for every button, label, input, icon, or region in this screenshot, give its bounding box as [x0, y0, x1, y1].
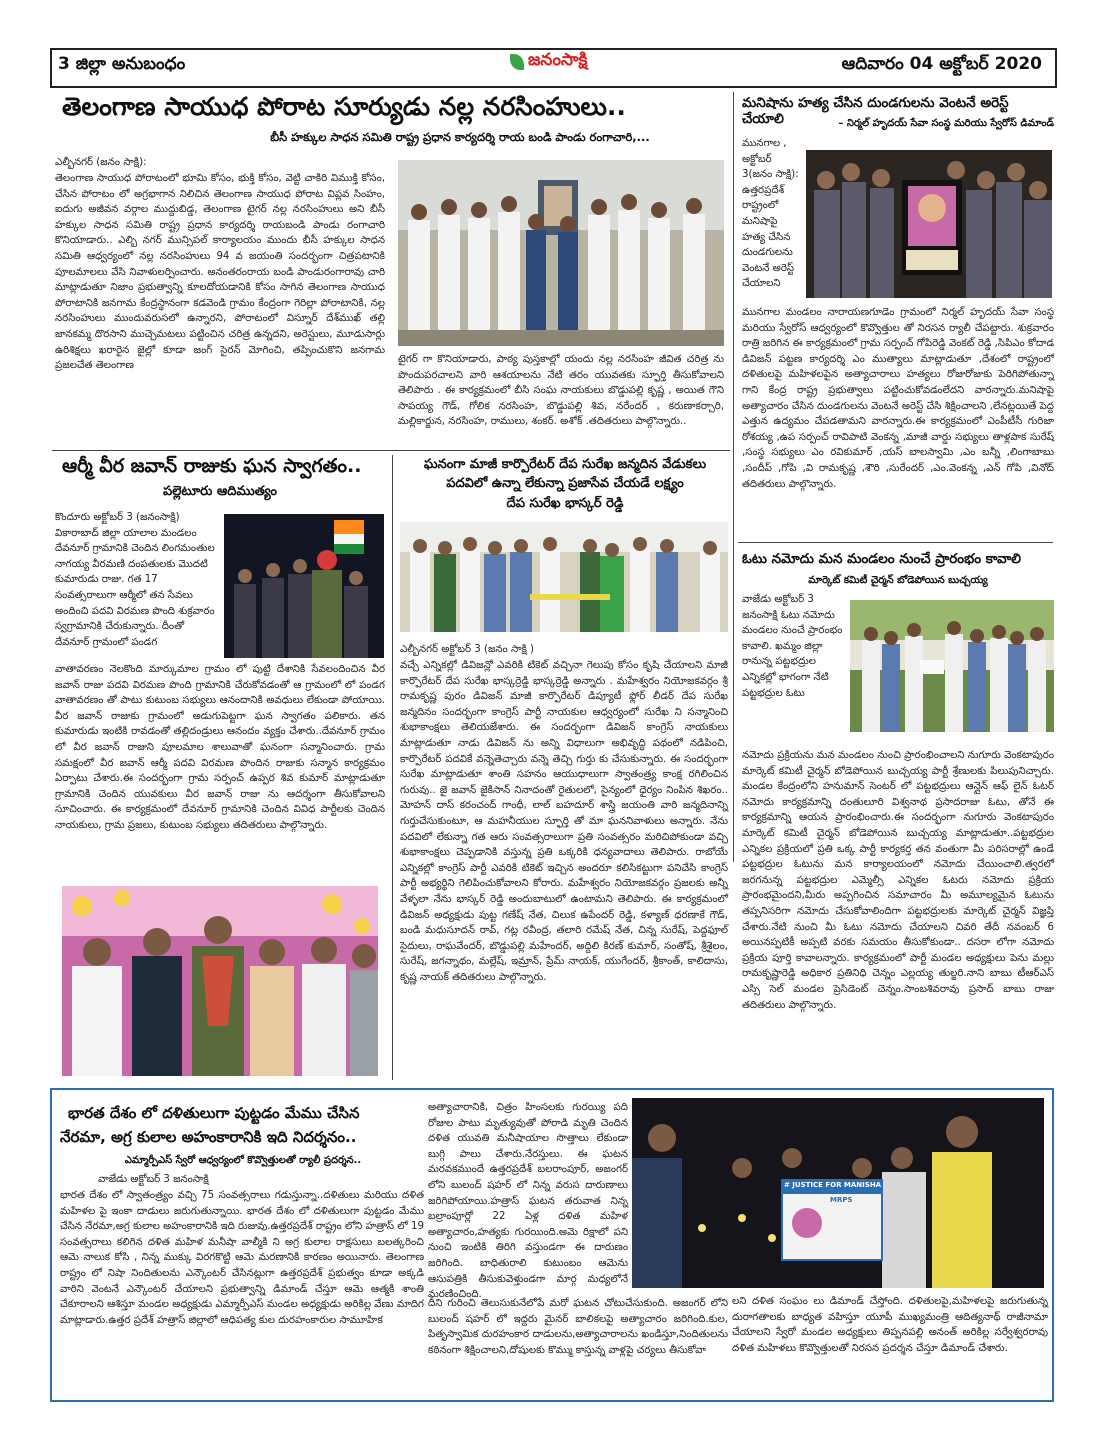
article2-photo	[806, 150, 1052, 298]
article6-subhead: ఎమ్మార్పీఎస్ స్వేరో ఆధ్వర్యంలో కొవ్వొత్తులతో ర్యాలీ ప్రదర్శన..	[124, 1155, 362, 1166]
article4-photo	[400, 522, 728, 632]
article6-headline-line1: భారత దేశం లో దళితులుగా పుట్టడం మేము చేసిన	[68, 1104, 360, 1122]
article5-lead: వాజేడు అక్టోబర్ 3 జనంసాక్షి ఓటు నమోదు మండలం నుంచే ప్రారంభం కావాలి. ఖమ్మం జిల్లా రానున్న పట్టభద్రుల ఎన్నికల్లో భాగంగా నేటి పట్టభద్రుల ఓటు	[742, 594, 843, 699]
article2-body: మునగాల మండలం నారాయణగూడెం గ్రామంలో నిర్మల్ హృదయ్ సేవా సంస్థ మరియు స్వేరోస్ ఆధ్వర్యంలో కొవ్వొత్తుల తో నిరసన ర్యాలీ చేపట్టారు. శుక్రవారం రాత్రి జరిగిన ఈ కార్యక్రమంలో గ్రామ సర్పంచ్ గోపిరెడ్డి వెంకట్ రెడ్డి ,సిపిఎం కోదాడ డివిజన్ పట్టణ కార్యదర్శి ఎం ముత్యాలు మాట్లాడుతూ ,దేశంలో రాష్ట్రంలో దళితులపై మహిళలపైన అత్యాచారాలు హత్యలు రోజురోజుకు పెరిగిపోతున్నా గాని కేంద్ర రాష్ట్ర ప్రభుత్వాలు పట్టించుకోవడంలేదని వారన్నారు.మనిషాపై అత్యాచారం చేసిన దుండగులను వెంటనే అరెస్ట్ చేసి శిక్షించాలని ,లేనట్లయితే పెద్ద ఎత్తున ఉద్యమం చేపడతామని వారన్నారు.ఈ కార్యక్రమంలో ఎంపీటీసీ గురిజా రోశయ్య ,ఉప సర్పంచ్ రావిపాటి వెంకన్న ,మాజీ వార్డు సభ్యులు తాళ్లపాక సురేష్ ,సంస్థ సభ్యులు ఎం రవికుమార్ ,యస్ బాలస్వామి ,ఎం బన్నీ ,లింగాబాబు ,సందీప్ ,గోపి ,వి రామకృష్ణ ,శౌరి ,సురేందర్ ,ఎం.వెంకన్న ,ఎన్ గోపి ,వినోద్ తదితరులు పాల్గొన్నారు.	[742, 307, 1054, 490]
banner-mrps-text: MRPS	[830, 1196, 853, 1204]
section-divider	[738, 542, 1053, 543]
logo-text: జనంసాక్షి	[528, 50, 588, 70]
article2-headline: మనిషాను హత్య చేసిన దుండగులను వెంటనే అరెస్ట్ చేయాలి	[742, 95, 1009, 128]
article1-body-right: టైగర్ గా కొనియాడారు, పాఠ్య పుస్తకాల్లో యందు నల్ల నరసింహ జీవిత చరిత్ర ను పొందుపరచాలని వారి ఆశయాలను నేటి తరం యువతకు స్ఫూర్తి తీసుకోవాలని తెలిపారు . ఈ కార్యక్రమంలో బీసి సంఘ నాయకులు బొడ్డుపల్లి కృష్ణ , అయిత గౌని సాపయ్య గౌడ్, గోలిక నరసింహ, బొడ్డుపల్లి శివ, నరేందర్ , కరుణాకర్చారి, మల్లికార్జున, నరసింహ, రాములు, శంకర్. అశోక్ .తదితరులు పాల్గొన్నారు..	[398, 354, 724, 428]
column-divider	[392, 455, 393, 1080]
article4-dateline: ఎల్బీనగర్ అక్టోబర్ 3 (జనం సాక్షి )	[400, 644, 534, 655]
issue-date: ఆదివారం 04 అక్టోబర్ 2020	[841, 54, 1042, 74]
article3-photo-bottom	[62, 886, 378, 1076]
article5-body: నమోదు ప్రక్రియను మన మండలం నుంచి ప్రారంభించాలని నుగూరు వెంకటాపురం మార్కెట్ కమిటీ చైర్మన్ బోడెపోయిన బుచ్చయ్య పార్టీ శ్రేణులకు పిలుపునిచ్చారు. మండల కేంద్రంలోని హనుమాన్ సెంటర్ లో పట్టభద్రులు ఆన్లైన్ ఆఫ్ లైన్ ఓటర్ నమోదు కార్యక్రమాన్ని దంతులూరి విశ్వనాథ ప్రసాదరాజు ఓటు, తోనే ఈ కార్యక్రమాన్ని ఆయన ప్రారంభించారు.ఈ సందర్భంగా నుగూరు వెంకటాపురం మార్కెట్ కమిటీ చైర్మన్ బోడెపోయిన బుచ్చయ్య మాట్లాడుతూ..పట్టభద్రుల ఎన్నికల ప్రక్రియలో ప్రతి ఒక్క పార్టీ కార్యకర్త తన వంతుగా మీ పరిసరాల్లో ఉండే పట్టభద్రుల ఓటును మన కార్యాలయంలో నమోదు చేయించాలి.త్వరలో జరగనున్న పట్టభద్రుల ఎమ్మెల్సీ ఎన్నికల ఓటరు నమోదు ప్రక్రియ ప్రారంభమైందని,మీరు అప్పగించిన సమాచారం మీ అమూల్యమైన ఓటును తప్పనిసరిగా నమోదు చేసుకోవాలిందిగా పట్టభద్రులకు మార్కెట్ చైర్మన్ విజ్ఞప్తి చేశారు.నేటి నుంచి మీ ఓటు నమోదు చేయాలని చివరి తేదీ నవంబర్ 6 అయినప్పటికీ అప్పటి వరకు సమయం తీసుకోకుండా.. దసరా లోగా నమోదు ప్రక్రియ పూర్తి కావాలన్నారు. కార్యక్రమంలో పార్టీ మండల అధ్యక్షులు పెను మల్లు రామకృష్ణారెడ్డి అధికార ప్రతినిధి చెన్నం ఎల్లయ్య తుల్జరి.నాని బాబు టీఆర్ఎస్ ఎస్సి సెల్ మండల ప్రెసిడెంట్ చెన్నం.సాంబశివరావు ప్రసాద్ బాబు రాజు తదితరులు పాల్గొన్నారు.	[742, 750, 1054, 1011]
article3-body: వాతావరణం నెలకొంది మార్కుమాల గ్రామం లో పుట్టి దేశానికి సేవలందించిన వీర జవాన్ రాజు పదవి విరమణ పొంది గ్రామానికి చేరుకోవడంతో ఆ గ్రామంలో లో పండగ వాతావరణం తో పాటు కుటుంబ సభ్యులు ఆనందానికి అవధులు లేకుండా పోయాయి. వీర జవాన్ రాజుకు గ్రామంలో అడుగుపెట్టగా ఘన స్వాగతం పలికారు. తన కుమారుడు ఇంటికి రావడంతో తల్లిదండ్రులు ఆనందం వ్యక్తం చేశారు..దేవనూర్ గ్రామం లో వీర జవాన్ రాజుని పూలమాల శాలువాతో ఘనంగా సన్మానించారు. గ్రామ సమక్షంలో వీర జవాన్ ఆర్మీ పదవి విరమణ పొందిన రాజుకు సన్మాన కార్యక్రమం ఏర్పాటు చేశారు.ఈ సందర్భంగా గ్రామ సర్పంచ్ ఉప్పర శివ కుమార్ మాట్లాడుతూ గ్రామానికి చెందిన యువకులు వీర జవాన్ రాజు ను ఆదర్శంగా తీసుకోవాలని సూచించారు. ఈ కార్యక్రమంలో దేవనూర్ గ్రామానికి చెందిన వివిధ పార్టీలకు చెందిన నాయకులు, గ్రామ ప్రజలు, కుటుంబ సభ్యులు తదితరులు పాల్గొన్నారు.	[55, 664, 385, 831]
article6-body-mid: అత్యాచారానికి, చిత్రం హింసలకు గురయ్యి పది రోజుల పాటు మృత్యువుతో పోరాడి మృతి చెందిన దళిత యువతి మనీషాయాల సొత్తాలు లేకుండా బుగ్గి పాలు చేశారు.నేరస్తులు. ఈ ఘటన మరవకముందే ఉత్తరప్రదేశ్ బలరాంపూర్, అజంగర్ లోని బులంద్ షహర్ లో నిన్న వరుస దారుణాలు జరిగిపోయాయి.హత్రాస్ ఘటన తరువాత నిన్న బల్రాంపూర్లో 22 ఏళ్ల దళిత మహిళ అత్యాచారం,హత్యకు గురయింది.అమె రిక్షాలో పని నుంచి ఇంటికి తిరిగి వస్తుండగా ఈ దారుణం జరిగింది. బాధితురాలి కుటుంబం ఆమెను ఆసుపత్రికి తీసుకువెళ్తుండగా మార్గ మధ్యలోనే మరణించింది.	[428, 1102, 628, 1301]
justice-banner-text: # JUSTICE FOR MANISHA	[784, 1181, 882, 1189]
article3-photo-top	[224, 514, 384, 658]
article4-headline-line2: పదవిలో ఉన్నా లేకున్నా ప్రజాసేవ చేయడే లక్ష్యం	[446, 476, 684, 491]
article5-headline: ఓటు నమోదు మన మండలం నుంచే ప్రారంభం కావాలి	[742, 551, 1022, 567]
column-divider	[733, 92, 734, 862]
article5-subhead: మార్కెట్ కమిటీ చైర్మన్ బోడెపోయిన బుచ్చయ్య	[808, 575, 988, 586]
newspaper-logo	[510, 50, 587, 74]
article1-subhead: బీసీ హక్కుల సాధన సమితి రాష్ట్ర ప్రధాన కార్యదర్శి రాయ బండి పాండు రంగాచారి,...	[270, 130, 650, 144]
page-section-label: 3 జిల్లా అనుబంధం	[58, 54, 186, 74]
article1-photo	[398, 160, 724, 346]
article6-headline-line2: నేరమా, అగ్ర కులాల అహంకారానికి ఇది నిదర్శనం..	[60, 1128, 357, 1146]
section-divider	[52, 450, 730, 451]
article6-body-left: భారత దేశం లో స్వాతంత్ర్యం వచ్చి 75 సంవత్సరాలు గడుస్తున్నా..దళితులు మరియు దళిత మహిళల పై ఇంకా దాడులు జరుగుతున్నాయి. భారత దేశం లో దళితులుగా పుట్టడం మేము చేసిన నేరమా,అగ్ర కులాల అహంకారానికి ఇది రుజువు.ఉత్తరప్రదేశ్ రాష్ట్రం లోని హత్రాస్ లో 19 సంవత్సరాలు కలిగిన దళిత మహిళ మనీషా వాల్మీకి ని అగ్ర కులాల రాక్షసులు బలత్కరించి ఆమె నాలుక కోసి , నిన్న ముక్కు విరగకొట్టి ఆమె మరణానికి కారణం అయినారు. తెలంగాణ రాష్ట్రం లో నిషా నిందితులను ఎన్కౌంటర్ చేసినట్లుగా ఉత్తరప్రదేశ్ ప్రభుత్వం కూడా అక్కడి వారిని వెంటనే ఎన్కౌంటర్ చేయాలని ప్రభుత్వాన్ని డిమాండ్ చేస్తూ ఆమె ఆత్మకి శాంతి చేకూరాలని ఆశిస్తూ మండల అధ్యక్షుడు ఎమ్మార్పీఎస్ మండల అధ్యక్షుడు అరికిల్ల వేణు మాదిగ మాట్లాడారు.ఉత్తర ప్రదేశ్ హత్రాస్ జిల్లాలో ఆధిపత్య కుల దురహంకారుల సామూహిక	[60, 1190, 424, 1326]
article1-dateline: ఎల్బీనగర్ (జనం సాక్షి):	[55, 157, 147, 168]
article3-headline: ఆర్మీ వీర జవాన్ రాజుకు ఘన స్వాగతం..	[62, 455, 362, 477]
article4-headline-line1: ఘనంగా మాజీ కార్పొరేటర్ దేప సురేఖ జన్మదిన వేడుకలు	[423, 457, 707, 472]
article5-photo	[850, 600, 1054, 732]
article1-body-left: తెలంగాణ సాయుధ పోరాటంలో భూమి కోసం, భుక్తి కోసం, వెట్టి చాకిరి విముక్తి కోసం, చేసిన పోరాటం లో అగ్రభాగాన నిలిచిన తెలంగాణ సాయుధ పోరాట విప్లవ సింహం, ఐదుగు అజీవన వర్గాల ముద్దుబిడ్డ, తెలంగాణ టైగర్ నల్ల నరసింహులు అని బీసీ హక్కుల సాధన సమితి రాష్ట్ర ప్రధాన కార్యదర్శి రాయబండి పాండు రంగాచారి కొనియాడారు.. ఎల్బి నగర్ మున్సిపల్ కార్యాలయం ముందు బీసీ హక్కుల సాధన సమితి ఆధ్వర్యంలో నల్ల నరసింహులు 94 వ జయంతి సందర్భంగా చిత్రపటానికి పూలమాలలు వేసి నివాళులర్పించారు. అనంతరంరాయ బండి పాండురంగారావు చారి మాట్లాడుతూ నిజాం ప్రభుత్వాన్ని కూలదోయడానికి కోసం సాగిన తెలంగాణ సాయుధ పోరాటానికి జనగామ కేంద్రస్థానంగా కడవెండి గ్రామం కేంద్రంగా గెరిల్లా పోరాటానికి, నల్ల నరసింహులు ముందువరుసలో ఉన్నారని, పోరాటంలో విస్నూర్ దేశ్‌ముఖ్ తల్లి జానకమ్మ దొరసాని ముచ్చెమటలు పట్టించిన చరిత్ర ఉన్నదని, అరెస్టులు, మూడుసార్లు ఉరిశిక్షలు ఖరారైన జైల్లో కూడా జంగ్ సైరన్ మోగించి, తప్పించుకొని జనగామ ప్రజలచేత తెలంగాణ	[55, 173, 385, 372]
article1-headline: తెలంగాణ సాయుధ పోరాట సూర్యుడు నల్ల నరసింహులు..	[62, 92, 626, 121]
article6-body-bottom: దీని గురించి తెలుసుకునేలోపే మరో ఘటన చోటుచేసుకుంది. అజంగర్ లోని బులంద్ షహర్ లో ఇద్దరు మైనర్ బాలికలపై అత్యాచారం జరిగింది.కుల, పితృస్వామిక దురహంకార దాడులను,అత్యాచారాలను ఖండిస్తూ,నిందితులను కఠినంగా శిక్షించాలని,దోషులకు కొమ్ము కాస్తున్న వాళ్లపై చర్యలు తీసుకోవా	[428, 1298, 728, 1356]
article2-lead: మునగాల , అక్టోబర్ 3(జనం సాక్షి): ఉత్తరప్రదేశ్ రాష్ట్రంలో మనిషాపై హత్య చేసిన దుండగులను వెంటనే అరెస్ట్ చేయాలని	[742, 138, 799, 290]
article4-body: వచ్చే ఎన్నికల్లో డివిజన్లో ఎవరికి టికెట్ వచ్చినా గెలుపు కోసం కృషి చేయాలని మాజీ కార్పొరేటర్ దేప సురేఖ భాస్కర్రెడ్డి భాస్కర్రెడ్డి అన్నారు . మహేశ్వరం నియోజకవర్గం శ్రీ రామకృష్ణ పురం డివిజన్ మాజీ కార్పొరేటర్ డిప్యూటీ ఫ్లోర్ లీడర్ దేప సురేఖ జన్మదినం సందర్భంగా కాంగ్రెస్ పార్టీ నాయకుల ఆధ్వర్యంలో సురేఖ ని సన్మానించి శుభాకాంక్షలు తెలియజేశారు. ఈ సందర్భంగా డివిజన్ కాంగ్రెస్ నాయకులు మాట్లాడుతూ నాడు డివిజన్ ను అన్ని విధాలుగా అభివృద్ధి పథంలో నడిపించి, కార్పొరేటర్ పదవికే వన్నెతెచ్చారు వన్నె తెచ్చి గుర్తు కు చేసుకున్నారు. ఈ సందర్భంగా సురేఖ మాట్లాడుతూ శాంతి సహనం ఆయుధాలుగా స్వాతంత్ర్య కాంక్ష రగిలించిన గురువు.. జై జవాన్ జైకిసాన్ నినాదంతో రైతులలో, సైన్యంలో ధైర్యం నింపిన శిఖరం.. మోహన్ దాస్ కరంచంద్ గాంధీ, లాల్ బహదూర్ శాస్త్రి జయంతి వారి జన్మదినాన్ని గుర్తుచేసుకుంటూ, ఆ మహనీయుల స్ఫూర్తి తో మా ఘననివాళులు అన్నారు. నేను పదవిలో లేకున్నా గత ఆరు సంవత్సరాలుగా ప్రతి సంవత్సరం మరిచిపోకుండా వచ్చి శుభాకాంక్షలు చెప్పడానికి వస్తున్న ప్రతి ఒక్కరికి ధన్యవాదాలు తెలిపారు. రాబోయే ఎన్నికల్లో కాంగ్రెస్ పార్టీ ఎవరికి టికెట్ ఇచ్చిన అందరూ కలిసికట్టుగా పనిచేసి కాంగ్రెస్ పార్టీ అభ్యర్థిని గెలిపించుకోవాలని కోరారు. మహేశ్వరం నియోజకవర్గం ప్రజలకు అన్నీ వేళ్ళలా నేను భాస్కర్ రెడ్డి అందుబాటులో ఉంటామని తెలిపారు. ఈ కార్యక్రమంలో డివిజన్ అధ్యక్షుడు పుట్ట గణేష్ నేత, చిలుక ఉపేందర్ రెడ్డి, కళ్యాణ్ ధరణాకే గౌడ్, బండి మధుసూదన్ రావ్, గట్ల రవీంద్ర, తలారి రమేష్ నేత, చిన్న సురేష్, పెద్దఫూల్ సైదులు, రాఘవేందర్, బొడ్డుపల్లి మహేందర్, అద్దిలి కిరణ్ కుమార్, సంతోష్, శ్రీశైలం, సురేష్, జగన్నాథం, మల్లేష్, ఇమ్రాన్, ప్రేమ్ నాయక్, యుగేందర్, శ్రీకాంత్, కాలిదాసు, కృష్ణ నాయక్ తదితరులు పాల్గొన్నారు.	[400, 660, 728, 983]
article3-subhead: పల్లెటూరు ఆదిముత్యం	[162, 484, 278, 499]
article4-headline-line3: దేప సురేఖ భాస్కర్ రెడ్డి	[506, 496, 624, 511]
article6-dateline: వాజేడు అక్టోబర్ 3 జనంసాక్షి	[98, 1174, 209, 1185]
article6-body-right: లని దళిత సంఘం లు డిమాండ్ చేస్తోంది. దళితులపై,మహిళలపై జరుగుతున్న దురాగతాలకు బాధ్యత వహిస్తూ యూపీ ముఖ్యమంత్రి ఆదిత్యనాథ్ రాజీనామా చేయాలని స్వేరో మండల అధ్యక్షులు తిప్పనపల్లి అనంత్ అరికిల్ల సర్వేశ్వరరావు దళిత మహిళలు కొవ్వొత్తులతో నిరసన ప్రదర్శన చేస్తూ డిమాండ్ చేశారు.	[732, 1296, 1048, 1354]
article2-subhead: – నిర్మల్ హృదయ్ సేవా సంస్థ మరియు స్వేరోస్ డిమాండ్	[838, 118, 1054, 129]
leaf-icon	[510, 54, 524, 70]
article3-lead: కొందూరు అక్టోబర్ 3 (జనంసాక్షి) వికారాబాద్ జిల్లా యాలాల మండలం దేవనూర్ గ్రామానికి చెందిన లింగమంతుల నాగయ్య వీరమణి దంపతులకు మొదటి కుమారుడు రాజు. గత 17 సంవత్సరాలుగా ఆర్మీలో తన సేవలు అందించి పదవి విరమణ పొంది శుక్రవారం స్వగ్రామానికి చేరుకున్నారు. దీంతో దేవనూర్ గ్రామంలో పండగ	[55, 512, 215, 648]
